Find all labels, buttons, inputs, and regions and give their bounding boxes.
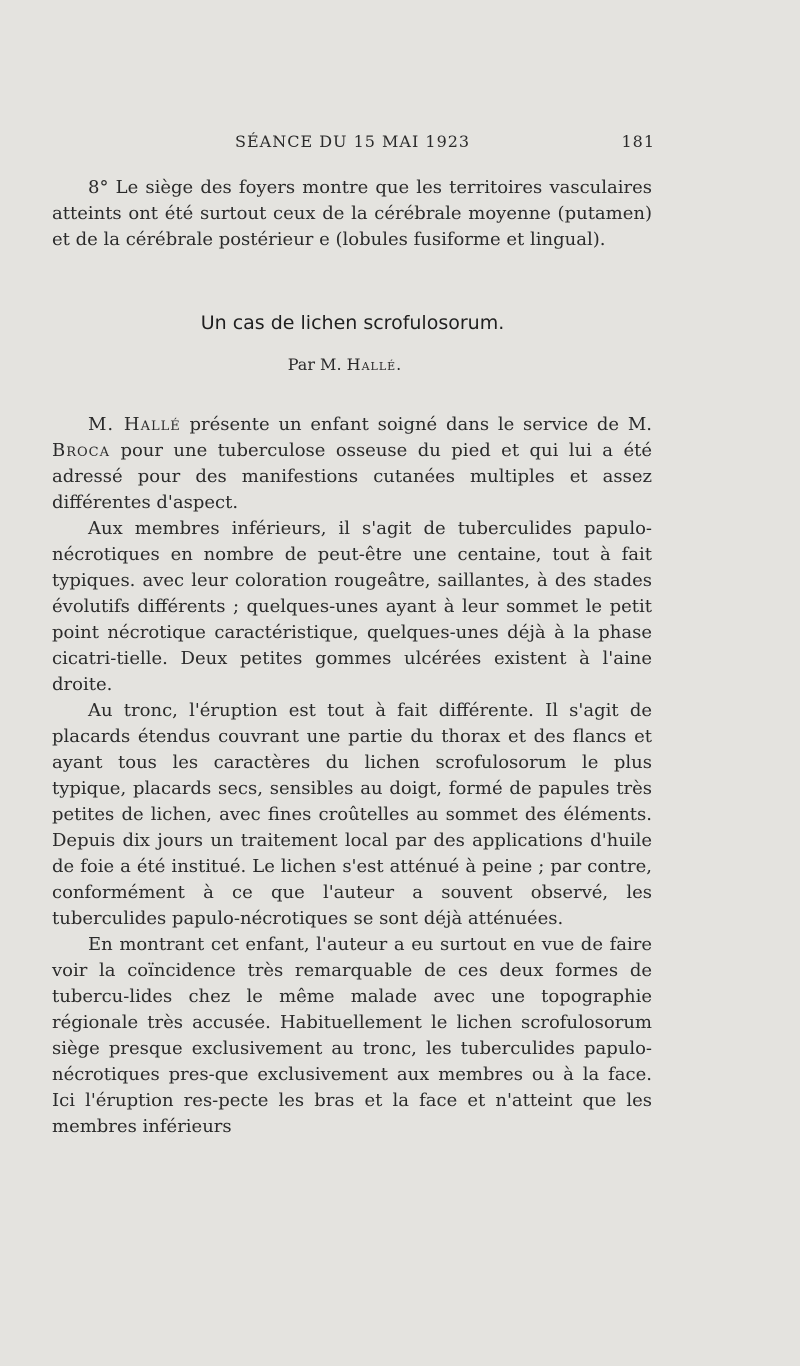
running-header [235,132,655,151]
byline-prefix: Par M. [287,355,342,374]
article-title: Un cas de lichen scrofulosorum. [200,312,505,334]
article-byline [0,355,690,374]
article-body [52,412,652,1140]
body-paragraph-1 [52,412,652,516]
body-paragraph-3: Au tronc, l'éruption est tout à fait différente. Il s'agit de placards étendus couvrant une partie du thorax et des flancs et ayant tous les caractères du lichen scrofulosorum le plus typique, placards secs, sensibles au doigt, formé de papules très petites de lichen, avec fines croûtelles au sommet des éléments. Depuis dix jours un traitement local par des applications d'huile de foie a été institué. Le lichen s'est atténué à peine ; par contre, conformément à ce que l'auteur a souvent observé, les tuberculides papulo-nécrotiques se sont déjà atténuées. [52,700,652,929]
paragraph-author: M. Hallé [88,414,181,435]
running-title: SÉANCE DU 15 MAI 1923 [235,132,471,151]
body-paragraph-4: En montrant cet enfant, l'auteur a eu surtout en vue de faire voir la coïncidence très remarquable de ces deux formes de tubercu-lides chez le même malade avec une topographie régionale très accusée. Habituellement le lichen scrofulosorum siège presque exclusivement au tronc, les tuberculides papulo-nécrotiques pres-que exclusivement aux membres ou à la face. Ici l'éruption res-pecte les bras et la face et n'atteint que les membres inférieurs [52,934,652,1137]
byline-author: Hallé. [346,355,403,374]
paragraph-broca: Broca [52,440,111,461]
intro-paragraph: 8° Le siège des foyers montre que les territoires vasculaires atteints ont été surtout ceux de la cérébrale moyenne (putamen) et de la cérébrale postérieur e (lobules fusiforme et lingual). [52,177,652,250]
paragraph-text-a: présente un enfant soigné dans le service de M. [180,414,652,435]
page-number: 181 [621,132,655,151]
intro-block [52,175,652,253]
body-paragraph-2: Aux membres inférieurs, il s'agit de tuberculides papulo-nécrotiques en nombre de peut-être une centaine, tout à fait typiques. avec leur coloration rougeâtre, saillantes, à des stades évolutifs différents ; quelques-unes ayant à leur sommet le petit point nécrotique caractéristique, quelques-unes déjà à la phase cicatri-tielle. Deux petites gommes ulcérées existent à l'aine droite. [52,518,652,695]
paragraph-text-b: pour une tuberculose osseuse du pied et qui lui a été adressé pour des manifestions cutanées multiples et assez différentes d'aspect. [52,440,652,513]
